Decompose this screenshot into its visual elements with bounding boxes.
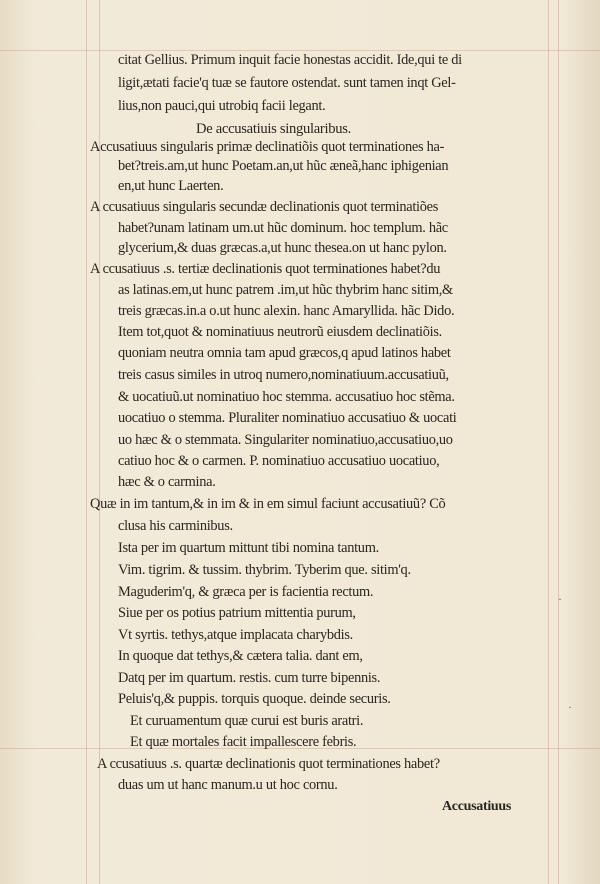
text-line: glycerium,& duas græcas.a,ut hunc thesea.on ut hanc pylon. [118,240,447,256]
margin-rule-left [86,0,87,884]
text-line: treis græcas.in.a o.ut hunc alexin. hanc Amaryllida. hãc Dido. [118,303,455,319]
text-line: ligit,ætati facie'q tuæ se fautore ostendat. sunt tamen inqt Gel- [118,75,456,91]
text-line: habet?unam latinam um.ut hũc dominum. hoc templum. hãc [118,220,448,236]
text-line: A ccusatiuus .s. quartæ declinationis quot terminationes habet? [97,756,440,772]
text-line: Item tot,quot & nominatiuus neutrorũ eiusdem declinatiõis. [118,324,442,340]
text-line: catiuo hoc & o carmen. P. nominatiuo accusatiuo uocatiuo, [118,453,440,469]
verse-line: Vt syrtis. tethys,atque implacata charybdis. [118,627,353,643]
text-line: hæc & o carmina. [118,474,216,490]
catchword: Accusatiuus [442,799,512,814]
text-line: & uocatiuũ.ut nominatiuo hoc stemma. accusatiuo hoc stẽma. [118,389,455,405]
text-line: bet?treis.am,ut hunc Poetam.an,ut hũc æneã,hanc iphigenian [118,158,449,174]
text-line: treis casus similes in utroq numero,nominatiuum.accusatiuũ, [118,367,449,383]
text-line: citat Gellius. Primum inquit facie honestas accidit. Ide,qui te di [118,52,462,68]
margin-mark: · [558,592,562,606]
text-line: quoniam neutra omnia tam apud græcos,q apud latinos habet [118,345,451,361]
verse-line: Siue per os potius patrium mittentia purum, [118,605,356,621]
verse-line: In quoque dat tethys,& cætera talia. dant em, [118,648,363,664]
margin-rule-right [548,0,549,884]
text-line: Accusatiuus singularis primæ declinatiõis quot terminationes ha- [90,139,445,155]
text-line: lius,non pauci,qui utrobiq facii legant. [118,98,326,114]
verse-line: Peluis'q,& puppis. torquis quoque. deinde securis. [118,691,391,707]
margin-rule-left-inner [99,0,100,884]
verse-line: Ista per im quartum mittunt tibi nomina tantum. [118,540,379,556]
verse-line: Et quæ mortales facit impallescere febris. [130,734,357,750]
section-heading: De accusatiuis singularibus. [196,121,351,137]
text-line: uocatiuo o stemma. Pluraliter nominatiuo accusatiuo & uocati [118,410,457,426]
verse-line: Et curuamentum quæ curui est buris aratri. [130,713,364,729]
verse-line: Datq per im quartum. restis. cum turre bipennis. [118,670,381,686]
margin-mark: · [568,700,572,714]
text-line: A ccusatiuus singularis secundæ declinationis quot terminatiões [90,199,438,215]
text-line: duas um ut hanc manum.u ut hoc cornu. [118,777,338,793]
text-line: Quæ in im tantum,& in im & in em simul faciunt accusatiuũ? Cõ [90,496,446,512]
text-line: A ccusatiuus .s. tertiæ declinationis quot terminationes habet?du [90,261,441,277]
text-line: as latinas.em,ut hunc patrem .im,ut hũc thybrim hanc sitim,& [118,282,453,298]
margin-rule-right-outer [558,0,559,884]
verse-line: Vim. tigrim. & tussim. thybrim. Tyberim que. sitim'q. [118,562,411,578]
text-line: clusa his carminibus. [118,518,233,534]
text-line: en,ut hunc Laerten. [118,178,224,194]
verse-line: Maguderim'q, & græca per is facientia rectum. [118,584,374,600]
text-line: uo hæc & o stemmata. Singulariter nominatiuo,accusatiuo,uo [118,432,453,448]
